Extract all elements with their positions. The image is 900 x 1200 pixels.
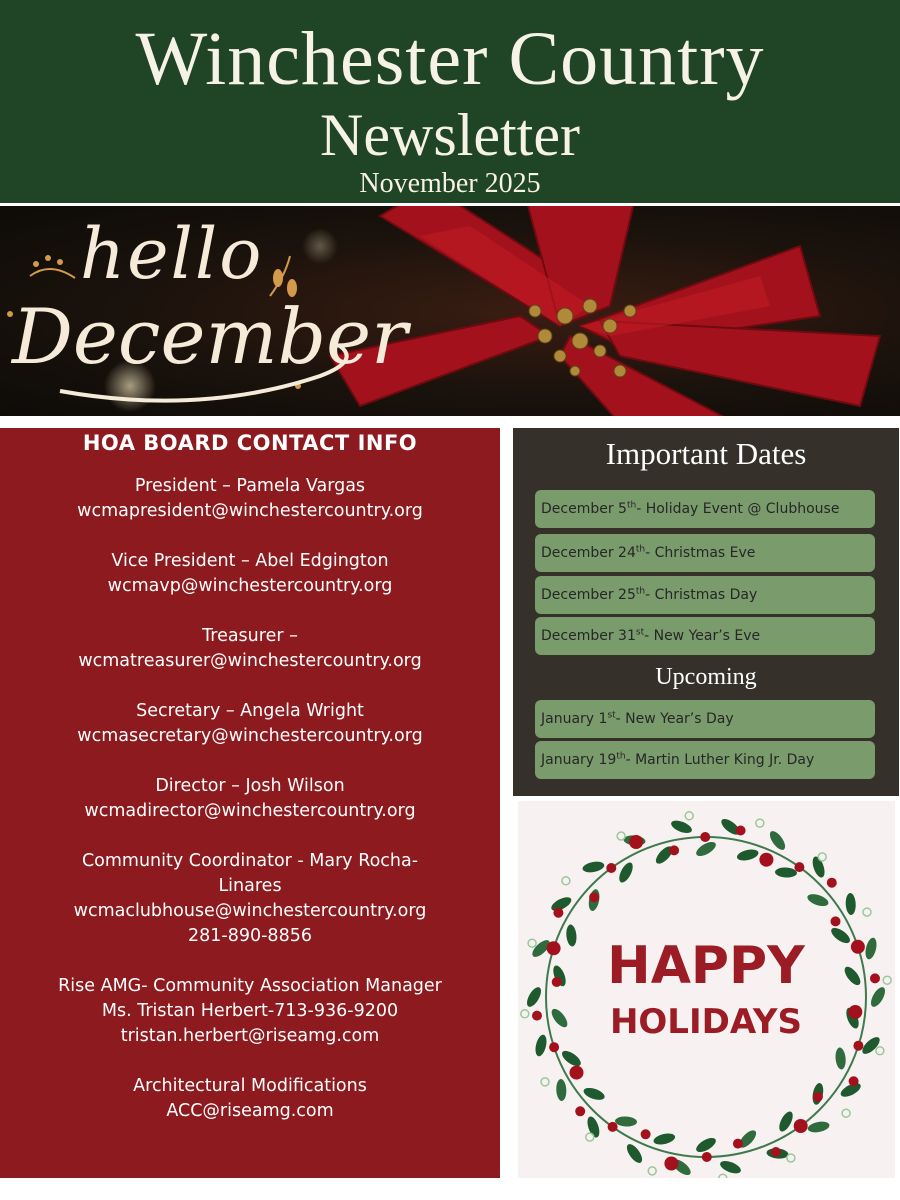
wreath-berry [547, 941, 561, 955]
newsletter-subtitle: Newsletter [320, 102, 580, 168]
date-day: December 31 [541, 628, 636, 644]
wreath-berry [532, 1011, 542, 1021]
wreath-berry [849, 1076, 859, 1086]
contact-email[interactable]: wcmavp@winchestercountry.org [107, 576, 393, 596]
wreath-leaf [718, 1158, 742, 1175]
holidays-text: HOLIDAYS [609, 1002, 803, 1042]
important-dates-title: Important Dates [605, 436, 807, 471]
date-day: January 19 [541, 752, 617, 768]
wreath-bubble [883, 976, 891, 984]
wreath-berry [831, 916, 841, 926]
wreath-berry [641, 1129, 651, 1139]
wreath-berry [570, 1066, 584, 1080]
date-suffix: th [635, 544, 646, 555]
date-suffix: st [607, 710, 616, 721]
contact-email[interactable]: wcmaclubhouse@winchestercountry.org [73, 901, 427, 921]
hello-script: hello [80, 213, 264, 295]
happy-text: HAPPY [607, 936, 805, 996]
wreath-bubble [562, 877, 570, 885]
hoa-contact-panel [0, 428, 500, 1178]
wreath-bubble [719, 1174, 727, 1178]
contact-list [10, 474, 490, 1149]
date-event: - New Year’s Eve [644, 628, 761, 644]
contact-email[interactable]: wcmasecretary@winchestercountry.org [77, 726, 423, 746]
contact-email[interactable]: ACC@riseamg.com [166, 1101, 334, 1121]
important-dates-panel [513, 428, 899, 796]
wreath-leaf [669, 818, 693, 835]
date-suffix: th [626, 500, 637, 511]
date-item [535, 576, 875, 614]
contact-role: Director – Josh Wilson [155, 776, 345, 796]
date-event: - Christmas Day [645, 587, 758, 603]
wreath-bubble [756, 819, 764, 827]
contact-role: Vice President – Abel Edgington [111, 551, 389, 571]
wreath-leaf [624, 1142, 645, 1166]
wreath-berry [851, 940, 865, 954]
newsletter-header [0, 0, 900, 203]
contact-name-phone: Ms. Tristan Herbert-713-936-9200 [101, 1001, 399, 1021]
contact-phone[interactable]: 281-890-8856 [188, 926, 312, 946]
contact-email[interactable]: tristan.herbert@riseamg.com [120, 1026, 380, 1046]
wreath-bubble [617, 832, 625, 840]
wreath-berry [629, 835, 643, 849]
december-script: December [12, 292, 408, 381]
wreath-bubble [685, 812, 693, 820]
wreath-bubble [586, 1133, 594, 1141]
contact-secretary [10, 699, 490, 749]
date-day: December 25 [541, 587, 636, 603]
wreath-berry [669, 845, 679, 855]
wreath-berry [813, 1092, 823, 1102]
wreath-leaf [582, 860, 605, 874]
wreath-bubble [528, 939, 536, 947]
wreath-bubble [842, 1109, 850, 1117]
happy-holidays-card [518, 801, 895, 1178]
wreath-leaves [524, 816, 888, 1178]
wreath-berry [664, 1157, 678, 1171]
wreath-berry [827, 878, 837, 888]
date-item [535, 490, 875, 528]
wreath-leaf [845, 893, 856, 915]
wreath-leaf [565, 924, 577, 947]
wreath-berry [608, 1122, 618, 1132]
wreath-berry [702, 1152, 712, 1162]
date-item [535, 617, 875, 655]
contact-role-continued: Linares [218, 876, 282, 896]
wreath-leaf [829, 925, 853, 946]
wreath-berry [736, 826, 746, 836]
contact-architectural [10, 1074, 490, 1124]
contact-email[interactable]: wcmapresident@winchestercountry.org [77, 501, 423, 521]
upcoming-item [535, 700, 875, 738]
wreath-bubble [521, 1010, 529, 1018]
wreath-leaf [842, 964, 863, 987]
contact-role: Community Coordinator - Mary Rocha- [81, 851, 419, 871]
contact-director [10, 774, 490, 824]
newsletter-title: Winchester Country [135, 17, 765, 101]
wreath-leaf [617, 860, 636, 884]
wreath-berry [794, 1119, 808, 1133]
wreath-leaf [652, 1132, 676, 1147]
wreath-berry [553, 908, 563, 918]
wreath-berry [606, 863, 616, 873]
contact-treasurer [10, 624, 490, 674]
wreath-berry [549, 1042, 559, 1052]
contact-association-manager [10, 974, 490, 1049]
wreath-berry [771, 1147, 781, 1157]
wreath-leaf [864, 937, 879, 961]
wreath-bubble [648, 1167, 656, 1175]
wreath-berry [552, 977, 562, 987]
contact-role: President – Pamela Vargas [134, 476, 366, 496]
contact-vice-president [10, 549, 490, 599]
contact-title: HOA BOARD CONTACT INFO [82, 431, 418, 455]
wreath-leaf [806, 892, 830, 909]
date-event: - New Year’s Day [615, 711, 734, 727]
wreath-leaf [807, 1120, 830, 1134]
wreath-berry [794, 862, 804, 872]
contact-email[interactable]: wcmatreasurer@winchestercountry.org [78, 651, 422, 671]
date-event: - Christmas Eve [645, 545, 756, 561]
wreath-leaf [560, 1048, 584, 1069]
wreath-leaf [556, 1079, 567, 1101]
wreath-berry [589, 892, 599, 902]
contact-president [10, 474, 490, 524]
date-day: December 24 [541, 545, 636, 561]
wreath-berry [853, 1041, 863, 1051]
contact-role: Secretary – Angela Wright [136, 701, 364, 721]
wreath-bubble [863, 908, 871, 916]
wreath-leaf [534, 1034, 549, 1058]
wreath-berry [575, 1106, 585, 1116]
wreath-leaf [524, 985, 544, 1009]
date-item [535, 534, 875, 572]
date-suffix: th [616, 751, 626, 762]
wreath-bubble [787, 1154, 795, 1162]
date-suffix: th [635, 586, 646, 597]
wreath-leaf [694, 839, 718, 859]
hello-december-banner [0, 206, 900, 416]
wreath-berry [733, 1139, 743, 1149]
date-day: January 1 [541, 711, 608, 727]
date-event: - Martin Luther King Jr. Day [625, 752, 815, 768]
wreath-leaf [775, 867, 797, 878]
wreath-berry [759, 853, 773, 867]
wreath-leaf [694, 1135, 718, 1155]
upcoming-title: Upcoming [655, 664, 757, 690]
wreath-vine [546, 837, 866, 1157]
issue-date: November 2025 [359, 168, 541, 199]
date-day: December 5 [541, 501, 627, 517]
wreath-leaf [777, 1109, 796, 1133]
date-suffix: st [635, 627, 645, 638]
date-event: - Holiday Event @ Clubhouse [636, 501, 840, 517]
wreath-bubble [818, 853, 826, 861]
wreath-leaf [549, 1006, 570, 1029]
wreath-bubble [541, 1078, 549, 1086]
wreath-berry [870, 973, 880, 983]
contact-role: Rise AMG- Community Association Manager [58, 976, 442, 996]
contact-role: Treasurer – [202, 626, 298, 646]
wreath-leaf [767, 829, 788, 853]
wreath-leaf [582, 1086, 606, 1103]
upcoming-item [535, 741, 875, 779]
wreath-leaf [615, 1116, 637, 1127]
wreath-berry [700, 832, 710, 842]
contact-email[interactable]: wcmadirector@winchestercountry.org [84, 801, 416, 821]
wreath-bubble [876, 1047, 884, 1055]
wreath-leaf [736, 848, 760, 863]
wreath-illustration [518, 801, 895, 1178]
contact-community-coordinator [10, 849, 490, 949]
wreath-leaf [868, 985, 888, 1009]
wreath-berry [848, 1005, 862, 1019]
wreath-leaf [835, 1047, 847, 1070]
contact-role: Architectural Modifications [133, 1076, 367, 1096]
